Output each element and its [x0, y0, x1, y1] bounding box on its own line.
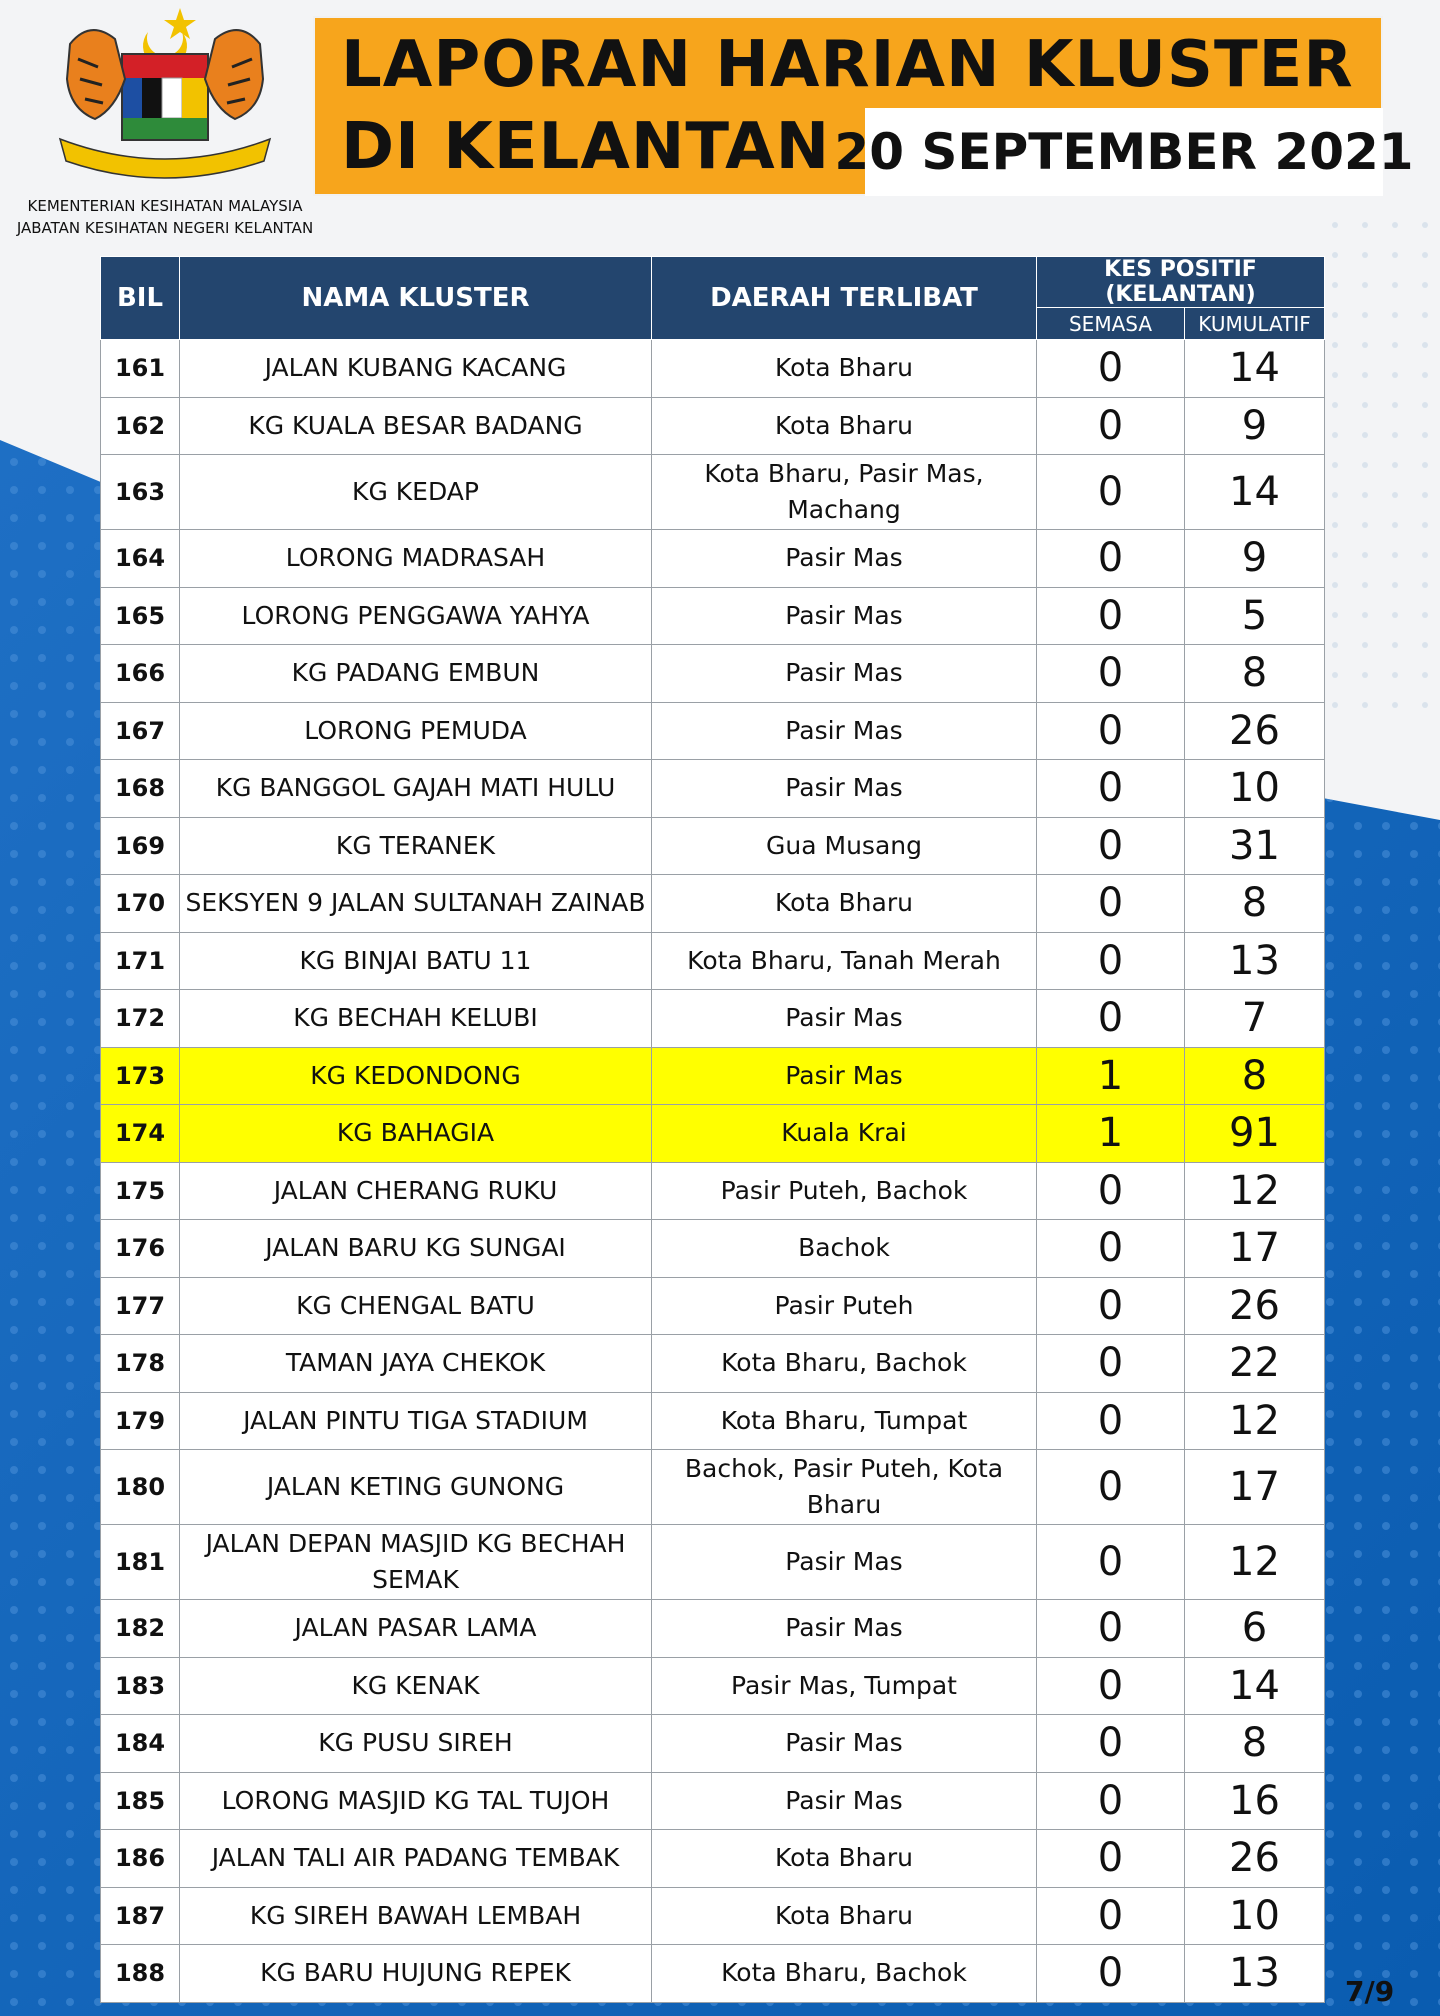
cell-semasa: 0: [1037, 760, 1185, 818]
cell-bil: 179: [101, 1392, 180, 1450]
cell-semasa: 0: [1037, 817, 1185, 875]
cell-bil: 188: [101, 1945, 180, 2003]
table-row: [101, 340, 1325, 398]
cell-bil: 176: [101, 1220, 180, 1278]
table-row: [101, 1105, 1325, 1163]
cell-nama-kluster: JALAN BARU KG SUNGAI: [180, 1220, 652, 1278]
table-row: [101, 1047, 1325, 1105]
cell-daerah-terlibat: Kota Bharu, Tumpat: [652, 1392, 1037, 1450]
cell-semasa: 0: [1037, 645, 1185, 703]
cell-daerah-terlibat: Pasir Mas: [652, 1047, 1037, 1105]
cell-nama-kluster: KG BANGGOL GAJAH MATI HULU: [180, 760, 652, 818]
cell-nama-kluster: KG KENAK: [180, 1657, 652, 1715]
cell-semasa: 0: [1037, 455, 1185, 530]
cell-semasa: 0: [1037, 1277, 1185, 1335]
table-row: [101, 530, 1325, 588]
cell-kumulatif: 8: [1185, 1715, 1325, 1773]
cell-nama-kluster: KG SIREH BAWAH LEMBAH: [180, 1887, 652, 1945]
cell-daerah-terlibat: Pasir Mas, Tumpat: [652, 1657, 1037, 1715]
cell-daerah-terlibat: Pasir Puteh, Bachok: [652, 1162, 1037, 1220]
cell-kumulatif: 9: [1185, 397, 1325, 455]
header-kumulatif: KUMULATIF: [1185, 308, 1325, 340]
cell-semasa: 0: [1037, 702, 1185, 760]
table-row: [101, 1392, 1325, 1450]
cell-nama-kluster: JALAN TALI AIR PADANG TEMBAK: [180, 1830, 652, 1888]
table-row: [101, 1525, 1325, 1600]
cell-bil: 184: [101, 1715, 180, 1773]
header-kes-positif: KES POSITIF (KELANTAN): [1037, 257, 1325, 308]
cell-kumulatif: 10: [1185, 760, 1325, 818]
table-row: [101, 1277, 1325, 1335]
cell-nama-kluster: LORONG PENGGAWA YAHYA: [180, 587, 652, 645]
cell-daerah-terlibat: Kota Bharu, Bachok: [652, 1945, 1037, 2003]
cell-kumulatif: 17: [1185, 1450, 1325, 1525]
cell-nama-kluster: KG TERANEK: [180, 817, 652, 875]
cell-daerah-terlibat: Pasir Mas: [652, 645, 1037, 703]
cell-nama-kluster: SEKSYEN 9 JALAN SULTANAH ZAINAB: [180, 875, 652, 933]
cell-semasa: 0: [1037, 1600, 1185, 1658]
report-header: [0, 0, 1440, 250]
cell-semasa: 0: [1037, 1945, 1185, 2003]
cell-bil: 180: [101, 1450, 180, 1525]
cell-semasa: 0: [1037, 587, 1185, 645]
malaysia-coat-of-arms-icon: [30, 4, 300, 184]
cell-semasa: 0: [1037, 1450, 1185, 1525]
cell-kumulatif: 14: [1185, 455, 1325, 530]
cell-bil: 164: [101, 530, 180, 588]
table-row: [101, 397, 1325, 455]
cell-bil: 161: [101, 340, 180, 398]
cell-nama-kluster: KG BARU HUJUNG REPEK: [180, 1945, 652, 2003]
cell-semasa: 0: [1037, 1162, 1185, 1220]
cell-daerah-terlibat: Pasir Mas: [652, 1715, 1037, 1773]
cell-bil: 170: [101, 875, 180, 933]
cell-kumulatif: 12: [1185, 1162, 1325, 1220]
cell-bil: 182: [101, 1600, 180, 1658]
cell-kumulatif: 91: [1185, 1105, 1325, 1163]
cell-kumulatif: 8: [1185, 875, 1325, 933]
cell-bil: 181: [101, 1525, 180, 1600]
cell-bil: 168: [101, 760, 180, 818]
cell-bil: 169: [101, 817, 180, 875]
cell-kumulatif: 26: [1185, 702, 1325, 760]
table-row: [101, 587, 1325, 645]
table-row: [101, 1220, 1325, 1278]
cell-kumulatif: 17: [1185, 1220, 1325, 1278]
table-row: [101, 1715, 1325, 1773]
table-row: [101, 702, 1325, 760]
cell-daerah-terlibat: Pasir Mas: [652, 1525, 1037, 1600]
cell-bil: 173: [101, 1047, 180, 1105]
cell-bil: 171: [101, 932, 180, 990]
cell-kumulatif: 13: [1185, 932, 1325, 990]
cell-kumulatif: 22: [1185, 1335, 1325, 1393]
cell-semasa: 0: [1037, 397, 1185, 455]
cell-semasa: 0: [1037, 1715, 1185, 1773]
report-date: 20 SEPTEMBER 2021: [865, 108, 1383, 196]
cell-nama-kluster: KG KEDAP: [180, 455, 652, 530]
table-row: [101, 990, 1325, 1048]
ministry-label: [0, 195, 330, 239]
cell-nama-kluster: KG PADANG EMBUN: [180, 645, 652, 703]
cell-kumulatif: 7: [1185, 990, 1325, 1048]
cell-daerah-terlibat: Kuala Krai: [652, 1105, 1037, 1163]
cell-nama-kluster: KG BINJAI BATU 11: [180, 932, 652, 990]
table-row: [101, 1830, 1325, 1888]
cell-semasa: 1: [1037, 1047, 1185, 1105]
table-row: [101, 645, 1325, 703]
cell-semasa: 0: [1037, 1657, 1185, 1715]
header-daerah-terlibat: DAERAH TERLIBAT: [652, 257, 1037, 340]
table-row: [101, 1450, 1325, 1525]
cell-bil: 187: [101, 1887, 180, 1945]
cell-nama-kluster: LORONG PEMUDA: [180, 702, 652, 760]
cell-daerah-terlibat: Pasir Mas: [652, 760, 1037, 818]
cell-daerah-terlibat: Kota Bharu, Tanah Merah: [652, 932, 1037, 990]
table-row: [101, 817, 1325, 875]
table-row: [101, 1335, 1325, 1393]
cell-nama-kluster: KG BAHAGIA: [180, 1105, 652, 1163]
cell-kumulatif: 14: [1185, 1657, 1325, 1715]
cell-semasa: 0: [1037, 1525, 1185, 1600]
cell-nama-kluster: JALAN KUBANG KACANG: [180, 340, 652, 398]
report-title-line-2: DI KELANTAN: [341, 110, 831, 184]
ministry-line-1: KEMENTERIAN KESIHATAN MALAYSIA: [27, 197, 303, 215]
cell-bil: 166: [101, 645, 180, 703]
cell-kumulatif: 13: [1185, 1945, 1325, 2003]
cell-daerah-terlibat: Bachok: [652, 1220, 1037, 1278]
report-title-line-1: LAPORAN HARIAN KLUSTER: [341, 28, 1354, 102]
cell-semasa: 0: [1037, 875, 1185, 933]
table-row: [101, 1162, 1325, 1220]
cell-nama-kluster: JALAN PINTU TIGA STADIUM: [180, 1392, 652, 1450]
cell-nama-kluster: KG PUSU SIREH: [180, 1715, 652, 1773]
cell-bil: 186: [101, 1830, 180, 1888]
table-row: [101, 1945, 1325, 2003]
table-row: [101, 760, 1325, 818]
cell-daerah-terlibat: Pasir Mas: [652, 530, 1037, 588]
cell-daerah-terlibat: Kota Bharu, Pasir Mas, Machang: [652, 455, 1037, 530]
cell-bil: 162: [101, 397, 180, 455]
table-row: [101, 1887, 1325, 1945]
cell-kumulatif: 26: [1185, 1277, 1325, 1335]
cell-kumulatif: 8: [1185, 645, 1325, 703]
cell-daerah-terlibat: Pasir Mas: [652, 990, 1037, 1048]
cell-daerah-terlibat: Kota Bharu: [652, 1830, 1037, 1888]
cell-nama-kluster: LORONG MASJID KG TAL TUJOH: [180, 1772, 652, 1830]
cell-bil: 185: [101, 1772, 180, 1830]
table-row: [101, 875, 1325, 933]
cell-kumulatif: 12: [1185, 1525, 1325, 1600]
cell-kumulatif: 6: [1185, 1600, 1325, 1658]
cell-daerah-terlibat: Gua Musang: [652, 817, 1037, 875]
table-row: [101, 455, 1325, 530]
ministry-line-2: JABATAN KESIHATAN NEGERI KELANTAN: [16, 219, 314, 237]
header-nama-kluster: NAMA KLUSTER: [180, 257, 652, 340]
cell-semasa: 0: [1037, 1830, 1185, 1888]
cell-semasa: 0: [1037, 932, 1185, 990]
cell-kumulatif: 16: [1185, 1772, 1325, 1830]
cell-daerah-terlibat: Pasir Mas: [652, 702, 1037, 760]
cell-nama-kluster: KG KUALA BESAR BADANG: [180, 397, 652, 455]
cell-bil: 163: [101, 455, 180, 530]
cell-semasa: 0: [1037, 530, 1185, 588]
cell-nama-kluster: TAMAN JAYA CHEKOK: [180, 1335, 652, 1393]
cluster-table: [100, 256, 1325, 2003]
cluster-table-body: [101, 340, 1325, 2003]
cell-bil: 177: [101, 1277, 180, 1335]
header-semasa: SEMASA: [1037, 308, 1185, 340]
cell-kumulatif: 8: [1185, 1047, 1325, 1105]
cell-nama-kluster: JALAN KETING GUNONG: [180, 1450, 652, 1525]
cell-nama-kluster: KG BECHAH KELUBI: [180, 990, 652, 1048]
cell-bil: 183: [101, 1657, 180, 1715]
cell-kumulatif: 10: [1185, 1887, 1325, 1945]
cell-nama-kluster: KG KEDONDONG: [180, 1047, 652, 1105]
cell-semasa: 0: [1037, 990, 1185, 1048]
table-row: [101, 932, 1325, 990]
cell-daerah-terlibat: Pasir Mas: [652, 1600, 1037, 1658]
cell-semasa: 1: [1037, 1105, 1185, 1163]
cell-daerah-terlibat: Pasir Puteh: [652, 1277, 1037, 1335]
cell-nama-kluster: JALAN DEPAN MASJID KG BECHAH SEMAK: [180, 1525, 652, 1600]
cell-semasa: 0: [1037, 1220, 1185, 1278]
cell-daerah-terlibat: Pasir Mas: [652, 1772, 1037, 1830]
cell-nama-kluster: JALAN PASAR LAMA: [180, 1600, 652, 1658]
cell-daerah-terlibat: Kota Bharu: [652, 1887, 1037, 1945]
table-row: [101, 1600, 1325, 1658]
cell-bil: 174: [101, 1105, 180, 1163]
cell-nama-kluster: JALAN CHERANG RUKU: [180, 1162, 652, 1220]
cell-bil: 165: [101, 587, 180, 645]
page-number: 7/9: [1345, 1975, 1395, 2008]
cell-bil: 175: [101, 1162, 180, 1220]
cell-semasa: 0: [1037, 1392, 1185, 1450]
title-banner: [313, 16, 1414, 196]
cell-daerah-terlibat: Kota Bharu, Bachok: [652, 1335, 1037, 1393]
cell-bil: 167: [101, 702, 180, 760]
cell-kumulatif: 14: [1185, 340, 1325, 398]
cell-kumulatif: 12: [1185, 1392, 1325, 1450]
cell-kumulatif: 5: [1185, 587, 1325, 645]
cell-kumulatif: 9: [1185, 530, 1325, 588]
cell-kumulatif: 31: [1185, 817, 1325, 875]
cell-nama-kluster: KG CHENGAL BATU: [180, 1277, 652, 1335]
cell-daerah-terlibat: Kota Bharu: [652, 397, 1037, 455]
cell-semasa: 0: [1037, 1887, 1185, 1945]
cell-semasa: 0: [1037, 1335, 1185, 1393]
cell-daerah-terlibat: Kota Bharu: [652, 340, 1037, 398]
cell-nama-kluster: LORONG MADRASAH: [180, 530, 652, 588]
cell-daerah-terlibat: Bachok, Pasir Puteh, Kota Bharu: [652, 1450, 1037, 1525]
table-row: [101, 1657, 1325, 1715]
cell-daerah-terlibat: Kota Bharu: [652, 875, 1037, 933]
cell-kumulatif: 26: [1185, 1830, 1325, 1888]
table-row: [101, 1772, 1325, 1830]
cell-bil: 172: [101, 990, 180, 1048]
cell-bil: 178: [101, 1335, 180, 1393]
cell-semasa: 0: [1037, 340, 1185, 398]
cell-semasa: 0: [1037, 1772, 1185, 1830]
header-bil: BIL: [101, 257, 180, 340]
cell-daerah-terlibat: Pasir Mas: [652, 587, 1037, 645]
